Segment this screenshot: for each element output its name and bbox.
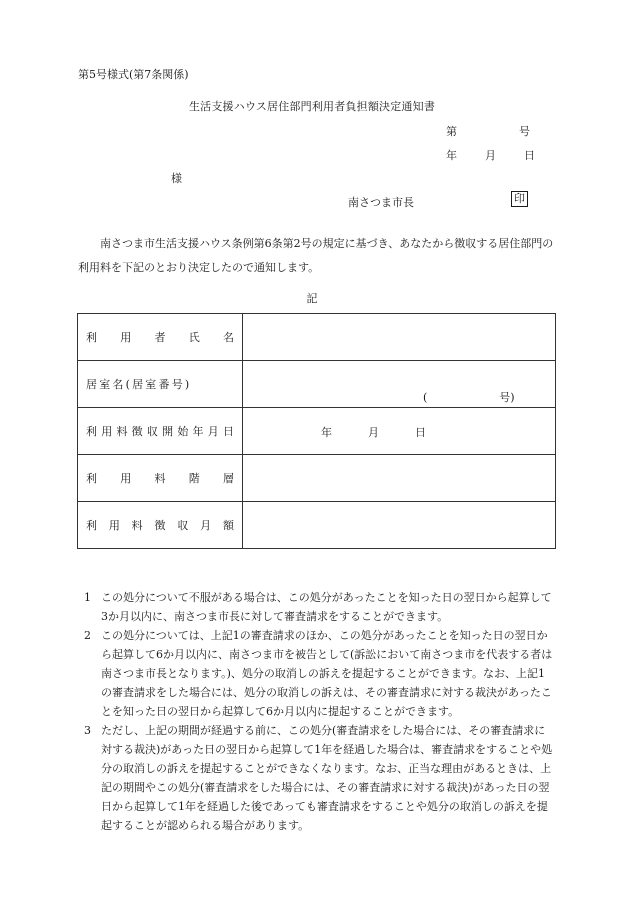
label-char: 額 [222,519,234,532]
note-text: この処分について不服がある場合は、この処分があったことを知った日の翌日から起算して3か月以内に、南さつま市長に対して審査請求をすることができます。 [101,591,552,623]
label-char: 徴 [154,519,166,532]
table-row [78,314,556,361]
start-date-fields [321,424,426,440]
label-char: 徴 [131,425,143,438]
label-char: 料 [116,425,128,438]
document-title [0,98,630,114]
label-char: 料 [131,519,143,532]
label-char: 用 [108,519,120,532]
note-item [84,588,556,626]
label-char: 利 [86,519,97,532]
start-date-label [78,408,243,455]
fee-tier-label [78,455,243,502]
note-number: 3 [84,724,91,737]
ki-text: 記 [306,292,318,305]
start-date-value[interactable] [243,408,556,455]
table-row [78,455,556,502]
label-char: 始 [177,425,189,438]
number-prefix: 第 [446,125,457,138]
label-char: 開 [162,425,174,438]
addressee: 様 [171,172,182,185]
document-title-text: 生活支援ハウス居住部門利用者負担額決定通知書 [188,100,436,113]
document-number-line [446,123,530,139]
table-row [78,361,556,408]
note-text: ただし、上記の期間が経過する前に、この処分(審査請求をした場合には、その審査請求に対する裁決)があった日の翌日から起算して1年を経過した場合は、審査請求をすることや処分の取消しの訴えを提起することができなくなります。なお、正当な理由があるときは、上記の期間やこの処分(審査請求をした場合には、その審査請求に対する裁決)があった日の翌日から起算して1年を経過した後であっても審査請求をすることや処分の取消しの訴えを提起することが認められる場合があります。 [101,724,553,832]
form-number: 第5号様式(第7条関係) [78,68,189,81]
label-char: 氏 [188,331,200,344]
label-char: 用 [120,472,132,485]
label-char: 利 [86,472,97,485]
note-item [84,626,556,721]
note-number: 1 [84,591,91,604]
room-number-close: 号) [499,391,515,404]
start-month: 月 [368,426,379,439]
label-char: 階 [188,472,200,485]
room-value[interactable] [243,361,556,408]
room-label-chars: 居室名(居室番号) [86,378,192,391]
table-row [78,408,556,455]
label-char: 利 [86,331,97,344]
user-name-value[interactable] [243,314,556,361]
start-date-label-chars [78,423,242,439]
start-day: 日 [415,426,426,439]
date-month: 月 [485,149,496,162]
room-number-brackets [423,389,515,405]
monthly-fee-label-chars [78,517,242,533]
issuer-name: 南さつま市長 [348,196,414,209]
table-row [78,502,556,549]
label-char: 収 [177,519,189,532]
label-char: 日 [222,425,234,438]
appeal-notes [84,588,556,835]
label-char: 用 [101,425,113,438]
room-label-text [78,376,242,392]
room-label [78,361,243,408]
label-char: 月 [207,425,219,438]
number-suffix: 号 [519,125,530,138]
label-char: 層 [223,472,234,485]
label-char: 料 [154,472,166,485]
fee-tier-label-chars [78,470,242,486]
issue-date-line [446,147,535,163]
date-day: 日 [524,149,535,162]
label-char: 収 [146,425,158,438]
room-number-open: ( [423,391,428,404]
notice-body-text: 南さつま市生活支援ハウス条例第6条第2号の規定に基づき、あなたから徴収する居住部門の利用料を下記のとおり決定したので通知します。 [78,237,554,274]
note-number: 2 [84,629,91,642]
label-char: 者 [154,331,166,344]
label-char: 月 [200,519,212,532]
label-char: 名 [223,331,234,344]
fee-tier-value[interactable] [243,455,556,502]
user-name-label [78,314,243,361]
seal-mark: 印 [511,191,528,207]
note-text: この処分については、上記1の審査請求のほか、この処分があったことを知った日の翌日から起算して6か月以内に、南さつま市を被告として(訴訟において南さつま市を代表する者は南さつま市長となります。)、処分の取消しの訴えを提起することができます。なお、上記1の審査請求をした場合には、処分の取消しの訴えは、その審査請求に対する裁決があったことを知った日の翌日から起算して6か月以内に提起することができます。 [101,629,553,718]
label-char: 用 [120,331,132,344]
monthly-fee-value[interactable] [243,502,556,549]
note-item [84,721,556,835]
info-table [77,313,556,549]
label-char: 利 [86,425,97,438]
start-year: 年 [321,426,332,439]
user-name-label-chars [78,329,242,345]
date-year: 年 [446,149,457,162]
label-char: 年 [192,425,204,438]
monthly-fee-label [78,502,243,549]
ki-heading [0,290,630,306]
